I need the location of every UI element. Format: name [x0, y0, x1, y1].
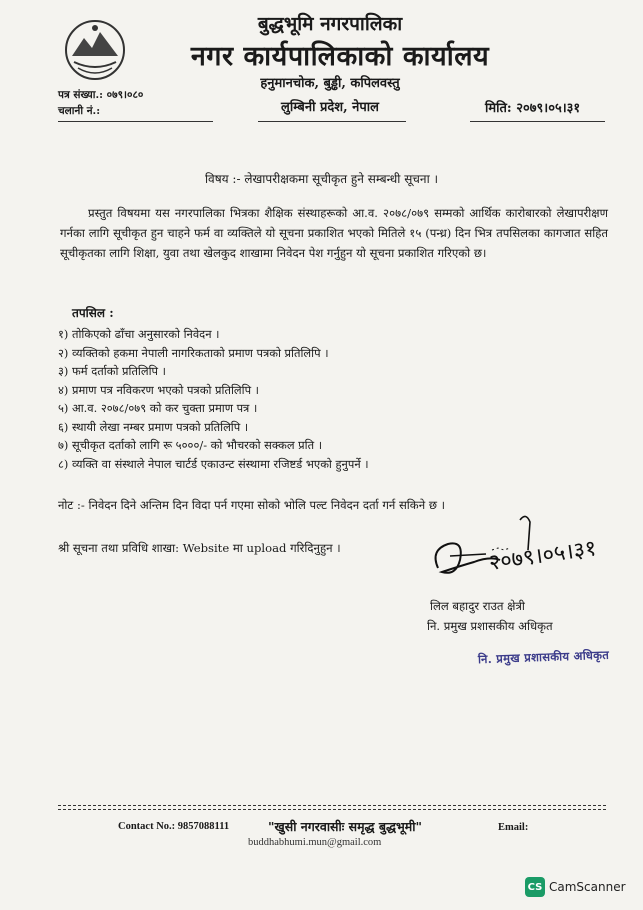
email-address: buddhabhumi.mun@gmail.com [248, 837, 382, 848]
email-label: Email: [498, 822, 529, 833]
nepal-emblem-icon [64, 18, 126, 82]
header-divider [58, 121, 213, 122]
municipality-name: बुद्धभूमि नगरपालिका [257, 13, 403, 35]
details-heading: तपसिल : [72, 306, 114, 320]
header-divider [258, 121, 406, 122]
signer-name: लिल बहादुर राउत क्षेत्री [430, 599, 525, 613]
dispatch-number: चलानी नं.: [58, 105, 101, 117]
it-branch-note: श्री सूचना तथा प्रविधि शाखा: Website मा upload गरिदिनुहुन । [58, 541, 341, 555]
office-province: लुम्बिनी प्रदेश, नेपाल [281, 100, 379, 115]
office-name: नगर कार्यपालिकाको कार्यालय [190, 41, 490, 72]
reference-number: पत्र संख्या.: ०७९।०८० [58, 89, 144, 101]
signer-title: नि. प्रमुख प्रशासकीय अधिकृत [427, 619, 553, 633]
list-item: ४) प्रमाण पत्र नविकरण भएको पत्रको प्रतिलिपि । [58, 382, 259, 397]
office-address: हनुमानचोक, बुड्ढी, कपिलवस्तु [260, 76, 400, 91]
notice-subject: विषय :- लेखापरीक्षकमा सूचीकृत हुने सम्बन्धी सूचना । [204, 172, 439, 186]
camscanner-logo-icon: CS [525, 877, 545, 897]
list-item: ३) फर्म दर्ताको प्रतिलिपि । [58, 364, 166, 378]
list-item: ७) सूचीकृत दर्ताको लागि रू ५०००/- को भौचरको सक्कल प्रति । [58, 438, 323, 452]
camscanner-label: CamScanner [549, 880, 626, 894]
municipality-slogan: "खुसी नगरवासीः समृद्ध बुद्धभूमी" [268, 819, 423, 834]
list-item: ६) स्थायी लेखा नम्बर प्रमाण पत्रको प्रतिलिपि । [58, 419, 249, 434]
letter-date: मिति: २०७९।०५।३१ [485, 101, 581, 116]
camscanner-watermark [525, 877, 626, 897]
handwritten-signature [430, 510, 610, 590]
footer-divider [58, 809, 606, 810]
signature-date: २०७९।०५।३१ [487, 536, 598, 576]
contact-number: Contact No.: 9857088111 [118, 821, 230, 832]
official-stamp: नि. प्रमुख प्रशासकीय अधिकृत [477, 647, 610, 667]
requirements-list [58, 325, 369, 473]
list-item: ५) आ.व. २०७८/०७९ को कर चुक्ता प्रमाण पत्र । [58, 401, 258, 415]
notice-paragraph: प्रस्तुत विषयमा यस नगरपालिका भित्रका शैक्षिक संस्थाहरूको आ.व. २०७८/०७९ सम्मको आर्थिक कारोबारको लेखापरीक्षण गर्नका लागि सूचीकृत हुन चाहने फर्म वा व्यक्तिले यो सूचना प्रकाशित भएको मितिले १५ (पन्ध्र) दिन भित्र तपसिलका कागजात सहित सूचीकृतका लागि शिक्षा, युवा तथा खेलकुद शाखामा निवेदन पेश गर्नुहुन यो सूचना प्रकाशित गरिएको छ। [60, 206, 608, 260]
list-item: ८) व्यक्ति वा संस्थाले नेपाल चार्टर्ड एकाउन्ट संस्थामा रजिष्टर्ड भएको हुनुपर्ने । [58, 456, 369, 471]
list-item: १) तोकिएको ढाँचा अनुसारको निवेदन । [58, 327, 220, 341]
deadline-note: नोट :- निवेदन दिने अन्तिम दिन विदा पर्न गएमा सोको भोलि पल्ट निवेदन दर्ता गर्न सकिने छ । [58, 498, 446, 512]
list-item: २) व्यक्तिको हकमा नेपाली नागरिकताको प्रमाण पत्रको प्रतिलिपि । [58, 345, 329, 360]
footer-divider [58, 805, 606, 806]
header-divider [470, 121, 605, 122]
